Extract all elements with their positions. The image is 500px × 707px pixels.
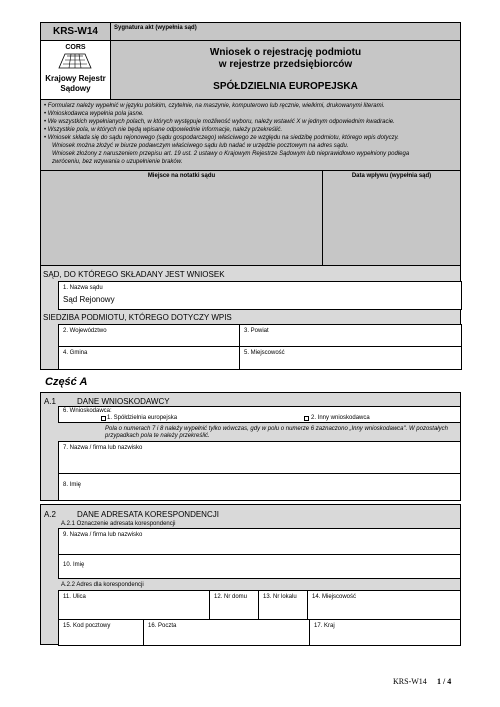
signature-box bbox=[110, 22, 461, 41]
commune-field[interactable]: 4. Gmina bbox=[58, 346, 240, 370]
country-field[interactable]: 17. Kraj bbox=[309, 619, 461, 646]
court-name-value: Sąd Rejonowy bbox=[63, 295, 115, 304]
instruction-5d: zwróceniu, bez wzywania o uzupełnienie braków. bbox=[52, 159, 183, 165]
seat-section bbox=[40, 310, 461, 370]
applicant-first-name-field[interactable]: 8. Imię bbox=[58, 473, 461, 501]
county-field[interactable]: 3. Powiat bbox=[239, 324, 462, 347]
postal-code-field[interactable]: 15. Kod pocztowy bbox=[58, 619, 144, 646]
a2-section bbox=[40, 504, 461, 645]
court-name-field[interactable]: 1. Nazwa sądu Sąd Rejonowy bbox=[58, 281, 462, 310]
subtitle: SPÓŁDZIELNIA EUROPEJSKA bbox=[213, 81, 358, 92]
page-number: 1 / 4 bbox=[437, 677, 452, 686]
instruction-2: • Wnioskodawca wypełnia pola jasne. bbox=[44, 111, 144, 117]
court-notes-label: Miejsce na notatki sądu bbox=[147, 173, 216, 179]
seat-section-heading: SIEDZIBA PODMIOTU, KTÓREGO DOTYCZY WPIS bbox=[43, 313, 232, 322]
street-field[interactable]: 11. Ulica bbox=[58, 590, 210, 620]
title-line2: w rejestrze przedsiębiorców bbox=[218, 59, 353, 70]
a2-number: A.2 bbox=[44, 510, 57, 519]
registry-logo-icon bbox=[55, 52, 95, 70]
a1-note: Pola o numerach 7 i 8 należy wypełnić tylko wówczas, gdy w polu o numerze 6 zaznaczono „Inny wnioskodawca". W pozostałych przypadkach pola te należy przekreślić. bbox=[105, 426, 448, 439]
form-code: KRS-W14 bbox=[52, 26, 98, 37]
court-notes-box bbox=[40, 170, 323, 266]
receipt-date-label: Data wpływu (wypełnia sąd) bbox=[351, 173, 432, 179]
part-a-title: Część A bbox=[45, 376, 88, 388]
registry-line2: Sądowy bbox=[60, 84, 91, 93]
court-section bbox=[40, 266, 461, 310]
instruction-5c: Wniosek złożony z naruszeniem przepisu art. 19 ust. 2 ustawy o Krajowym Rejestrze Sądowym lub nieprawidłowo wypełniony podlega bbox=[52, 151, 410, 157]
instruction-5b: Wniosek można złożyć w biurze podawczym właściwego sądu lub nadać w urzędzie pocztowym na adres sądu. bbox=[52, 143, 349, 149]
option-eu-coop-checkbox[interactable] bbox=[101, 416, 106, 421]
addressee-first-name-field[interactable]: 10. Imię bbox=[58, 554, 461, 579]
applicant-type-field: 6. Wnioskodawca: 1. Spółdzielnia europejska 2. Inny wnioskodawca bbox=[58, 406, 461, 423]
option-eu-coop-label: 1. Spółdzielnia europejska bbox=[107, 415, 178, 421]
locality-field[interactable]: 5. Miejscowość bbox=[239, 346, 462, 370]
post-office-field[interactable]: 16. Poczta bbox=[143, 619, 310, 646]
receipt-date-box bbox=[322, 170, 461, 266]
a1-number: A.1 bbox=[44, 397, 57, 406]
city-field[interactable]: 14. Miejscowość bbox=[307, 590, 461, 620]
a22-label: A.2.2 Adres dla korespondencji bbox=[61, 582, 144, 588]
a2-heading: DANE ADRESATA KORESPONDENCJI bbox=[77, 510, 219, 519]
title-box bbox=[110, 40, 461, 100]
footer-form-code: KRS-W14 bbox=[393, 677, 427, 686]
instruction-4: • Wszystkie pola, w których nie będą wpisane odpowiednie informacje, należy przekreślić. bbox=[44, 127, 283, 133]
applicant-name-field[interactable]: 7. Nazwa / firma lub nazwisko bbox=[58, 441, 461, 474]
instruction-5: • Wniosek składa się do sądu rejonowego (sądu gospodarczego) właściwego ze względu na siedzibę podmiotu, którego wpis dotyczy. bbox=[44, 135, 399, 141]
title-line1: Wniosek o rejestrację podmiotu bbox=[209, 47, 362, 58]
option-other-label: 2. Inny wnioskodawca bbox=[311, 415, 370, 421]
house-number-field[interactable]: 12. Nr domu bbox=[209, 590, 259, 620]
instruction-3: • We wszystkich wypełnianych polach, w których występuje możliwość wyboru, należy wstawić X w jednym odpowiednim kwadracie. bbox=[44, 119, 395, 125]
a21-label: A.2.1 Oznaczenie adresata korespondencji bbox=[61, 521, 176, 527]
instruction-1: • Formularz należy wypełnić w języku polskim, czytelnie, na maszynie, komputerowo lub ręcznie, wielkimi, drukowanymi literami. bbox=[44, 103, 385, 109]
a1-heading: DANE WNIOSKODAWCY bbox=[77, 397, 170, 406]
logo-box bbox=[40, 40, 111, 100]
logo-text: CORS bbox=[65, 44, 86, 51]
court-section-heading: SĄD, DO KTÓREGO SKŁADANY JEST WNIOSEK bbox=[43, 270, 225, 279]
addressee-name-field[interactable]: 9. Nazwa / firma lub nazwisko bbox=[58, 528, 461, 555]
apartment-number-field[interactable]: 13. Nr lokalu bbox=[258, 590, 308, 620]
registry-line1: Krajowy Rejestr bbox=[45, 74, 106, 83]
option-other-checkbox[interactable] bbox=[304, 416, 309, 421]
a1-section bbox=[40, 392, 461, 501]
form-code-box bbox=[40, 22, 111, 41]
voivodeship-field[interactable]: 2. Województwo bbox=[58, 324, 240, 347]
signature-label: Sygnatura akt (wypełnia sąd) bbox=[114, 25, 197, 31]
instructions-box bbox=[40, 99, 461, 171]
